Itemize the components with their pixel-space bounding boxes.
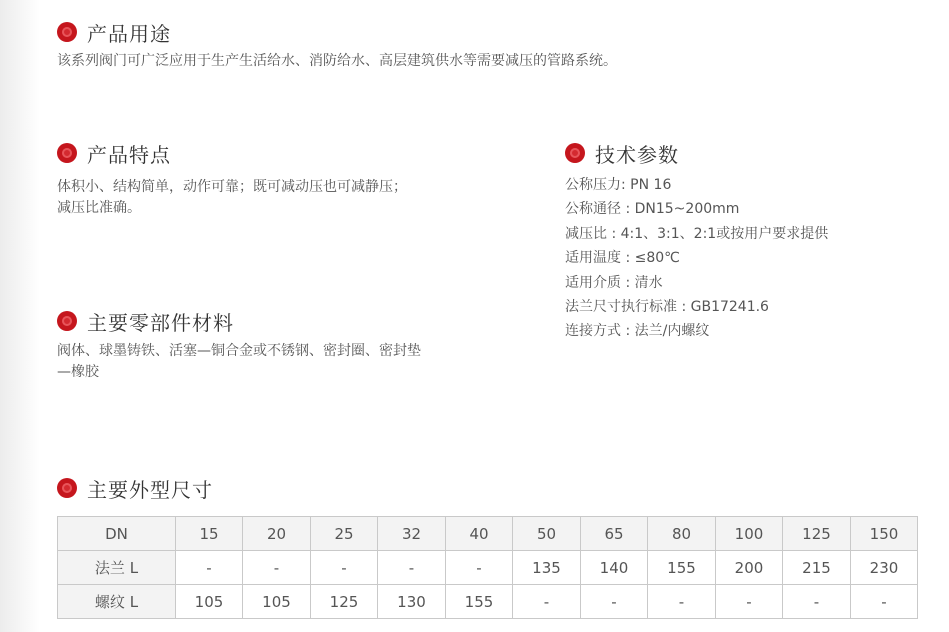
usage-title: 产品用途 xyxy=(87,21,171,46)
table-cell: - xyxy=(716,585,783,619)
dimensions-section xyxy=(57,475,213,501)
table-row xyxy=(58,551,918,585)
table-cell: 140 xyxy=(581,551,648,585)
table-cell: - xyxy=(311,551,378,585)
table-cell: DN xyxy=(58,517,176,551)
table-cell: - xyxy=(176,551,243,585)
table-cell: 25 xyxy=(311,517,378,551)
table-cell: 50 xyxy=(513,517,581,551)
features-text: 体积小、结构简单，动作可靠；既可减动压也可减静压；减压比准确。 xyxy=(57,179,407,216)
specs-heading xyxy=(565,140,925,166)
specs-title: 技术参数 xyxy=(595,142,679,167)
page-edge-shade xyxy=(0,0,40,632)
spec-item: 适用温度 : ≤80℃ xyxy=(565,250,680,267)
spec-item: 法兰尺寸执行标准 : GB17241.6 xyxy=(565,299,769,316)
table-cell: 200 xyxy=(716,551,783,585)
table-cell: 105 xyxy=(176,585,243,619)
table-cell: 法兰 L xyxy=(58,551,176,585)
spec-item: 公称通径 : DN15~200mm xyxy=(565,201,740,218)
table-cell: 15 xyxy=(176,517,243,551)
table-cell: - xyxy=(378,551,446,585)
features-section xyxy=(57,140,412,219)
table-cell: 32 xyxy=(378,517,446,551)
spec-item: 连接方式 : 法兰/内螺纹 xyxy=(565,323,710,340)
table-cell: - xyxy=(243,551,311,585)
specs-section xyxy=(565,140,925,344)
usage-section xyxy=(57,19,917,72)
table-cell: 20 xyxy=(243,517,311,551)
table-cell: 135 xyxy=(513,551,581,585)
materials-text: 阀体、球墨铸铁、活塞—铜合金或不锈钢、密封圈、密封垫—橡胶 xyxy=(57,343,421,380)
materials-section xyxy=(57,308,427,383)
table-cell: - xyxy=(513,585,581,619)
features-heading xyxy=(57,140,412,166)
table-cell: 125 xyxy=(783,517,851,551)
table-cell: - xyxy=(581,585,648,619)
table-cell: 65 xyxy=(581,517,648,551)
dimensions-table xyxy=(57,516,918,619)
table-row xyxy=(58,585,918,619)
table-cell: 130 xyxy=(378,585,446,619)
red-bullet-icon xyxy=(57,311,77,331)
table-cell: 150 xyxy=(851,517,918,551)
materials-title: 主要零部件材料 xyxy=(87,310,234,335)
usage-text: 该系列阀门可广泛应用于生产生活给水、消防给水、高层建筑供水等需要减压的管路系统。 xyxy=(57,53,617,69)
table-cell: - xyxy=(446,551,513,585)
table-cell: 螺纹 L xyxy=(58,585,176,619)
red-bullet-icon xyxy=(57,143,77,163)
red-bullet-icon xyxy=(57,22,77,42)
table-cell: 155 xyxy=(446,585,513,619)
table-cell: - xyxy=(783,585,851,619)
materials-heading xyxy=(57,308,427,334)
specs-list xyxy=(565,173,925,344)
dimensions-heading xyxy=(57,475,213,501)
table-cell: - xyxy=(851,585,918,619)
dimensions-title: 主要外型尺寸 xyxy=(87,477,213,502)
table-cell: 100 xyxy=(716,517,783,551)
spec-item: 减压比 : 4:1、3:1、2:1或按用户要求提供 xyxy=(565,225,829,242)
spec-item: 适用介质 : 清水 xyxy=(565,274,663,291)
table-cell: 230 xyxy=(851,551,918,585)
red-bullet-icon xyxy=(565,143,585,163)
spec-item: 公称压力: PN 16 xyxy=(565,177,672,193)
table-header-row xyxy=(58,517,918,551)
table-cell: 105 xyxy=(243,585,311,619)
table-cell: 40 xyxy=(446,517,513,551)
table-cell: 215 xyxy=(783,551,851,585)
table-cell: 155 xyxy=(648,551,716,585)
table-cell: 125 xyxy=(311,585,378,619)
red-bullet-icon xyxy=(57,478,77,498)
features-title: 产品特点 xyxy=(87,142,171,167)
usage-heading xyxy=(57,19,917,45)
table-cell: 80 xyxy=(648,517,716,551)
table-cell: - xyxy=(648,585,716,619)
